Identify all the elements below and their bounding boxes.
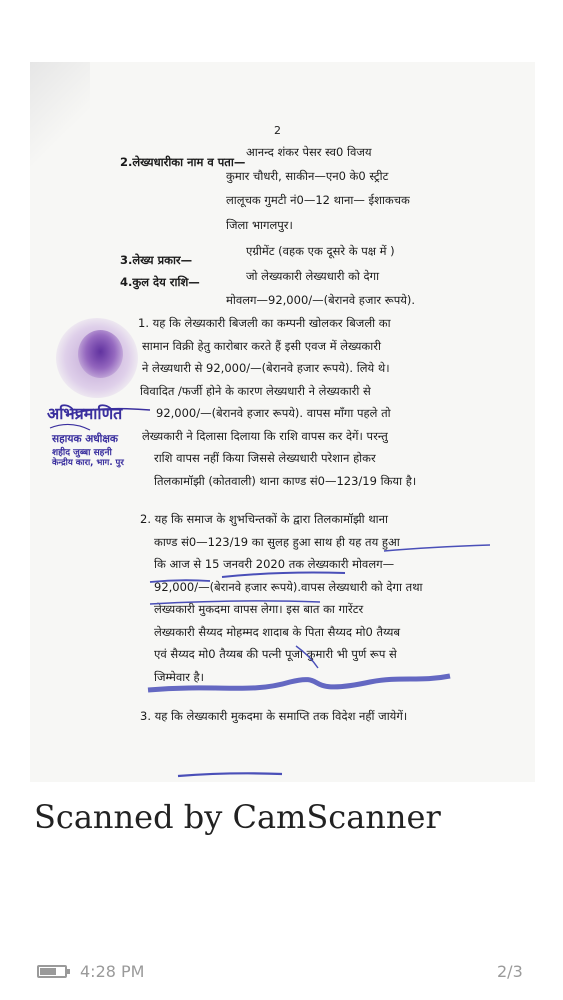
text-line: सामान विक्री हेतु कारोबार करते हैं इसी एवज में लेख्यकारी	[142, 338, 381, 353]
field-label-holder: 2.लेख्यधारीका नाम व पता—	[120, 155, 246, 169]
ink-mark	[296, 646, 318, 668]
ink-strike	[148, 676, 450, 690]
text-line: 3. यह कि लेख्यकारी मुकदमा के समाप्ति तक विदेश नहीं जायेगें।	[140, 709, 408, 723]
field-value-line: आनन्द शंकर पेसर स्व0 विजय	[246, 145, 372, 159]
field-value-line: एग्रीमेंट (वहक एक दूसरे के पक्ष में )	[246, 244, 395, 258]
text-line: 92,000/—(बेरानवे हजार रूपये).वापस लेख्यधारी को देगा तथा	[154, 579, 423, 594]
text-line: ने लेख्यधारी से 92,000/—(बेरानवे हजार रूपये). लिये थे।	[142, 361, 390, 375]
text-line: 92,000/—(बेरानवे हजार रूपये). वापस माँगा पहले तो	[156, 406, 391, 420]
ink-flourish	[50, 424, 90, 430]
field-value-line: लालूचक गुमटी नं0—12 थाना— ईशाकचक	[226, 193, 410, 207]
ink-underline	[150, 601, 320, 604]
battery-icon	[37, 965, 67, 978]
field-value-line: कुमार चौधरी, साकीन—एन0 के0 स्ट्रीट	[226, 169, 389, 183]
text-line: राशि वापस नहीं किया जिससे लेख्यधारी परेशान होकर	[154, 451, 376, 465]
page-number: 2	[274, 124, 281, 137]
attestation-line: शहीद जुब्बा सहनी	[52, 448, 112, 458]
field-value-line: मोवलग—92,000/—(बेरानवे हजार रूपये).	[226, 293, 416, 307]
text-line: विवादित /फर्जी होने के कारण लेख्यधारी ने लेख्यकारी से	[140, 383, 371, 398]
scanner-watermark: Scanned by CamScanner	[34, 798, 441, 836]
text-line: लेख्यकारी ने दिलासा दिलाया कि राशि वापस कर देगें। परन्तु	[142, 428, 388, 443]
text-line: लेख्यकारी मुकदमा वापस लेगा। इस बात का गारेंटर	[154, 602, 364, 616]
text-line: तिलकामॉझी (कोतवाली) थाना काण्ड सं0—123/19 किया है।	[154, 473, 417, 488]
ink-underline	[150, 580, 210, 582]
battery-level	[40, 968, 56, 975]
attestation-stamp-text: अभिप्रमाणित	[47, 404, 123, 423]
field-value-line: जो लेख्यकारी लेख्यधारी को देगा	[246, 269, 380, 283]
text-line: कि आज से 15 जनवरी 2020 तक लेख्यकारी मोवलग—	[154, 557, 395, 571]
text-line: 2. यह कि समाज के शुभचिन्तकों के द्वारा तिलकामॉझी थाना	[140, 512, 389, 526]
ink-underline	[222, 573, 345, 578]
attestation-line: सहायक अधीक्षक	[52, 433, 118, 445]
text-line: काण्ड सं0—123/19 का सुलह हुआ साथ ही यह तय हुआ	[154, 534, 400, 549]
text-line: 1. यह कि लेख्यकारी बिजली का कम्पनी खोलकर बिजली का	[138, 316, 391, 330]
text-line: लेख्यकारी सैय्यद मोहम्मद शादाब के पिता सैय्यद मो0 तैय्यब	[154, 624, 401, 639]
attestation-line: केन्द्रीय कारा, भाग. पुर	[52, 458, 124, 468]
ink-underline	[70, 409, 150, 414]
ink-underline	[178, 773, 282, 776]
text-line: एवं सैय्यद मो0 तैय्यब की पत्नी पूजा कुमारी भी पुर्ण रूप से	[154, 647, 397, 661]
field-value-line: जिला भागलपुर।	[226, 218, 293, 232]
field-label-amount: 4.कुल देय राशि—	[120, 275, 200, 289]
status-time: 4:28 PM	[80, 962, 145, 981]
page-indicator: 2/3	[497, 962, 523, 981]
ink-underline	[384, 545, 490, 551]
field-label-type: 3.लेख्य प्रकार—	[120, 253, 193, 267]
text-line: जिम्मेवार है।	[154, 669, 205, 684]
